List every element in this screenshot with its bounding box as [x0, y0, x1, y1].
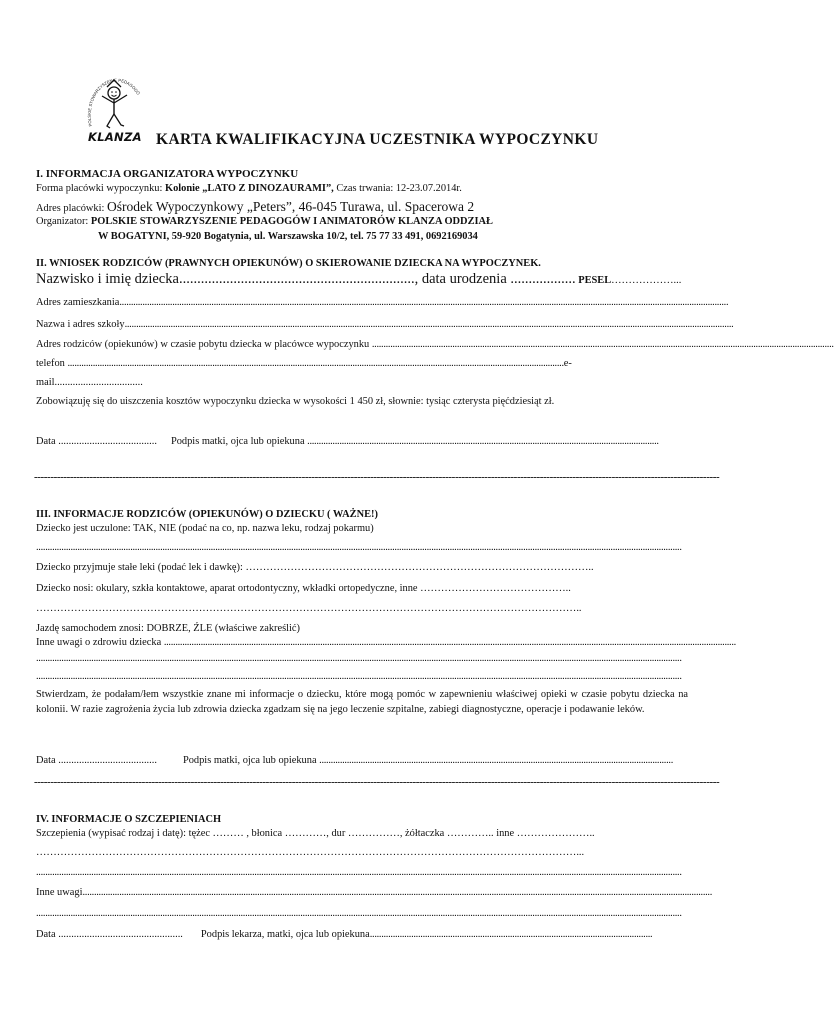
allergy-question: Dziecko jest uczulone: TAK, NIE (podać na co, np. nazwa leku, rodzaj pokarmu)	[36, 523, 374, 534]
address-label: Adres placówki:	[36, 203, 107, 214]
facility-address-line	[36, 198, 474, 216]
section4-heading: IV. INFORMACJE O SZCZEPIENIACH	[36, 814, 222, 825]
form-value: Kolonie „LATO Z DINOZAURAMI”,	[165, 183, 334, 194]
wears-line[interactable]: Dziecko nosi: okulary, szkła kontaktowe, aparat ortodontyczny, wkładki ortopedyczne, inne ……………………………………..	[36, 583, 571, 594]
child-name-label: Nazwisko i imię dziecka	[36, 271, 179, 287]
svg-text:POLSKIE STOWARZYSZENIE PEDAGOG	[80, 66, 141, 127]
pesel-field[interactable]: ………………...	[611, 275, 682, 286]
cut-line-2: ------------------------------------------------------------------------------------------------------------------------------------------------------------------------------------------------------------------	[34, 776, 720, 788]
vaccinations-continuation-1[interactable]: …………………………………………………………………………………………………………………………………………...	[36, 847, 585, 858]
parent-declaration: Stwierdzam, że podałam/łem wszystkie znane mi informacje o dziecku, które mogą pomóc w zapewnieniu właściwej opieki w czasie pobytu dziecka na kolonii. W razie zagrożenia życia lub zdrowia dziecka zgadzam się na jego leczenie szpitalne, zabiegi diagnostyczne, operacje i podawanie leków.	[36, 689, 688, 715]
cost-statement: Zobowiązuję się do uiszczenia kosztów wypoczynku dziecka w wysokości 1 450 zł, słownie: tysiąc czterysta pięćdziesiąt zł.	[36, 396, 555, 407]
email-field[interactable]: ..................................	[54, 377, 143, 388]
home-address-line[interactable]: Adres zamieszkania.........................................................................................................................................................................................................................................................................	[36, 297, 729, 308]
section2-heading: II. WNIOSEK RODZICÓW (PRAWNYCH OPIEKUNÓW) O SKIEROWANIE DZIECKA NA WYPOCZYNEK.	[36, 258, 541, 269]
email-start: e-	[563, 358, 572, 369]
section3-heading: III. INFORMACJE RODZICÓW (OPIEKUNÓW) O DZIECKU ( WAŻNE!)	[36, 509, 378, 520]
vaccinations-line[interactable]: Szczepienia (wypisać rodzaj i datę): tężec ……… , błonica …………, dur ……………, żółtaczka ………….. inne …………………..	[36, 828, 595, 839]
date-field[interactable]: ......................................	[58, 436, 157, 447]
organizer-line1	[36, 216, 493, 227]
form-of-stay-line	[36, 183, 462, 194]
date-label: Data	[36, 929, 59, 940]
signature-field[interactable]: ...........................................................................................................................	[369, 929, 653, 940]
signature-field[interactable]: ..........................................................................................................................................................	[319, 755, 673, 766]
health-notes-line-3[interactable]: .........................................................................................................................................................................................................................................................................................	[36, 671, 682, 682]
meds-label: Dziecko przyjmuje stałe leki (podać lek i dawkę):	[36, 562, 246, 573]
cut-line-1: ------------------------------------------------------------------------------------------------------------------------------------------------------------------------------------------------------------------	[34, 471, 720, 483]
school-label: Nazwa i adres szkoły	[36, 319, 125, 330]
home-address-label: Adres zamieszkania	[36, 297, 120, 308]
car-sickness-question: Jazdę samochodem znosi: DOBRZE, ŹLE (właściwe zakreślić)	[36, 623, 301, 634]
phone-line[interactable]: telefon ........................................................................................................................................................................................................................e-	[36, 358, 572, 369]
email-label: mail	[36, 377, 55, 388]
klanza-logo	[80, 66, 146, 146]
phone-label: telefon	[36, 358, 68, 369]
pesel-label: PESEL	[575, 275, 612, 286]
school-line[interactable]: Nazwa i adres szkoły.........................................................................................................................................................................................................................................................................	[36, 319, 734, 330]
other-notes-line[interactable]: Inne uwagi..................................................................................................................................................................................................................................................................................	[36, 887, 713, 898]
section1-heading: I. INFORMACJA ORGANIZATORA WYPOCZYNKU	[36, 168, 299, 180]
allergy-answer-line[interactable]: .........................................................................................................................................................................................................................................................................................	[36, 542, 682, 553]
duration-text: Czas trwania: 12-23.07.2014r.	[333, 183, 462, 194]
form-label: Forma placówki wypoczynku:	[36, 183, 165, 194]
parents-address-line[interactable]: Adres rodziców (opiekunów) w czasie pobytu dziecka w placówce wypoczynku .........................................................................................................................................................................................................	[36, 339, 834, 350]
date-label: Data	[36, 755, 59, 766]
dob-field[interactable]: ..................	[510, 271, 576, 287]
organizer-value-1: POLSKIE STOWARZYSZENIE PEDAGOGÓW I ANIMATORÓW KLANZA ODDZIAŁ	[90, 216, 493, 227]
signature-label: Podpis matki, ojca lub opiekuna	[170, 436, 308, 447]
organizer-label: Organizator:	[36, 216, 91, 227]
date-field[interactable]: ................................................	[58, 929, 183, 940]
wears-continuation-line[interactable]: …………………………………………………………………………………………………………………………………………..	[36, 603, 582, 614]
date-field[interactable]: ......................................	[58, 755, 157, 766]
wears-label: Dziecko nosi: okulary, szkła kontaktowe, aparat ortodontyczny, wkładki ortopedyczne, inne	[36, 583, 421, 594]
health-notes-line-2[interactable]: .........................................................................................................................................................................................................................................................................................	[36, 653, 682, 664]
email-line[interactable]	[36, 377, 143, 388]
section2-signature-line	[36, 436, 688, 447]
date-label: Data	[36, 436, 59, 447]
vaccinations-continuation-2[interactable]: .........................................................................................................................................................................................................................................................................................	[36, 867, 682, 878]
signature-label: Podpis lekarza, matki, ojca lub opiekuna	[200, 929, 370, 940]
address-value: Ośrodek Wypoczynkowy „Peters”, 46-045 Turawa, ul. Spacerowa 2	[106, 199, 475, 214]
logo-word: KLANZA	[88, 130, 142, 144]
section4-signature-line	[36, 929, 688, 940]
parents-address-label: Adres rodziców (opiekunów) w czasie pobytu dziecka w placówce wypoczynku	[36, 339, 372, 350]
other-notes-line-2[interactable]: .........................................................................................................................................................................................................................................................................................	[36, 908, 682, 919]
signature-label: Podpis matki, ojca lub opiekuna	[182, 755, 320, 766]
logo-arc-text: POLSKIE STOWARZYSZENIE PEDAGOGÓ	[86, 77, 141, 127]
meds-line[interactable]: Dziecko przyjmuje stałe leki (podać lek i dawkę): ………………………………………………………………………………………..	[36, 562, 594, 573]
other-notes-label: Inne uwagi	[36, 887, 83, 898]
health-notes-line[interactable]: Inne uwagi o zdrowiu dziecka .........................................................................................................................................................................................................................................................	[36, 637, 736, 648]
section3-signature-line	[36, 755, 688, 766]
health-notes-label: Inne uwagi o zdrowiu dziecka	[36, 637, 164, 648]
organizer-line2: W BOGATYNI, 59-920 Bogatynia, ul. Warszawska 10/2, tel. 75 77 33 491, 0692169034	[98, 231, 478, 242]
page-title: KARTA KWALIFIKACYJNA UCZESTNIKA WYPOCZYNKU	[156, 131, 599, 148]
signature-field[interactable]: .........................................................................................................................................................	[307, 436, 659, 447]
dob-label: , data urodzenia	[414, 271, 511, 287]
child-name-field[interactable]: .................................................................	[178, 271, 415, 287]
child-name-line	[36, 270, 688, 288]
